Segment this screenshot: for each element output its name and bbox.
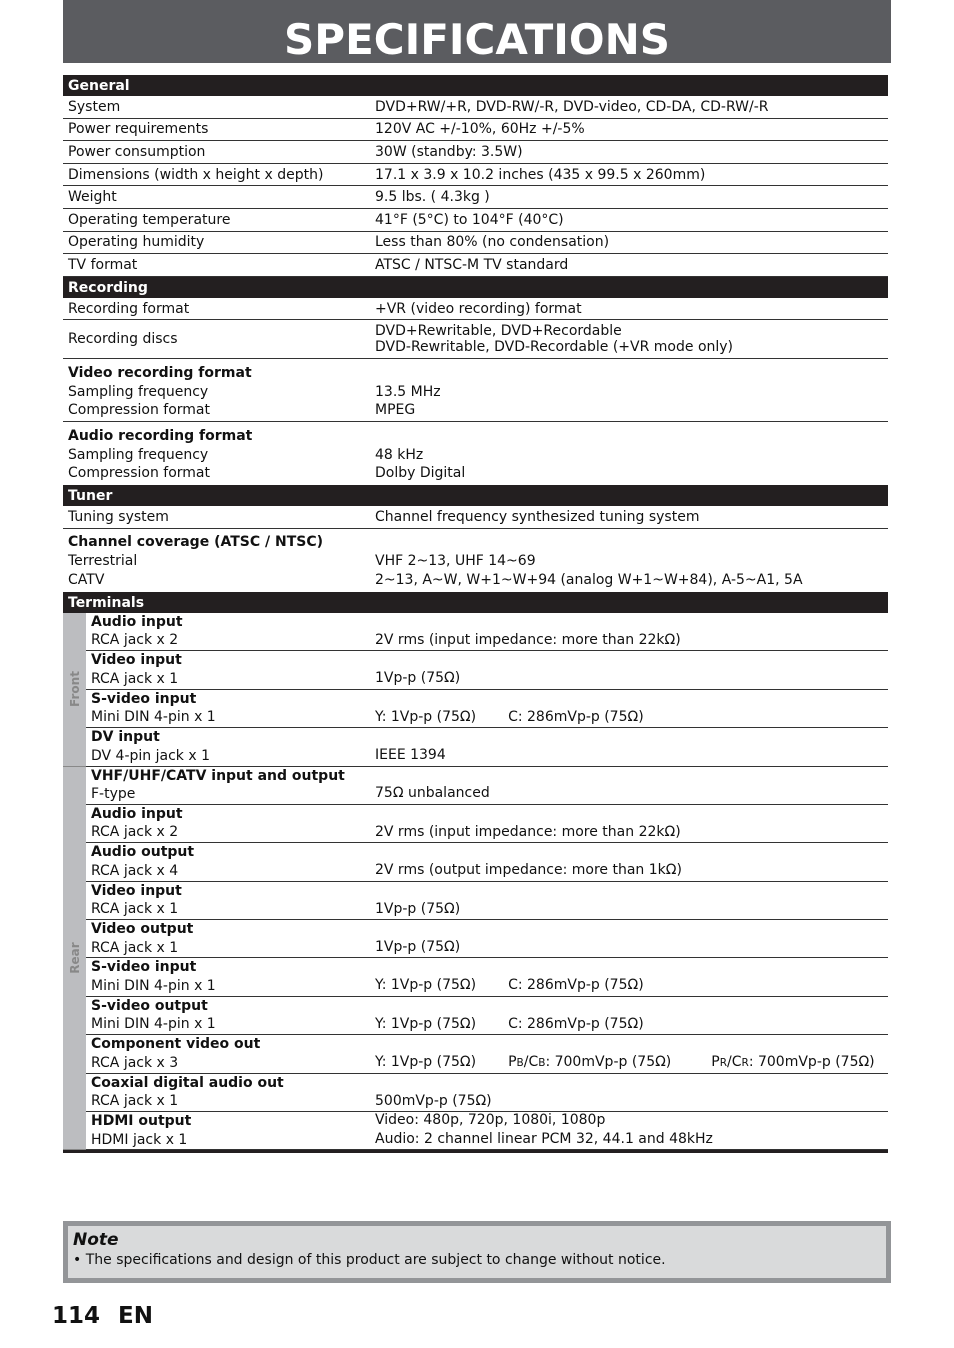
terminal-value: 2V rms (output impedance: more than 1kΩ) [375, 862, 682, 879]
spec-value: DVD-Rewritable, DVD-Recordable (+VR mode only) [375, 339, 734, 356]
pr-sub2: R [741, 1057, 749, 1070]
terminal-value-line [375, 784, 888, 803]
terminal-value-line [375, 1092, 888, 1111]
spec-value: 48 kHz [375, 446, 424, 463]
section-header-tuner: Tuner [63, 485, 888, 506]
note-text: • The specifications and design of this product are subject to change without notice. [73, 1252, 666, 1268]
terminal-label-group [86, 958, 375, 995]
spec-label: Operating humidity [68, 234, 205, 251]
terminal-value-group [375, 767, 888, 804]
terminal-name: S-video input [91, 690, 197, 707]
terminal-value: 75Ω unbalanced [375, 785, 490, 802]
terminal-value: 1Vp-p (75Ω) [375, 938, 461, 955]
spec-value: Channel frequency synthesized tuning system [375, 509, 700, 526]
terminal-value-line [375, 746, 888, 765]
terminal-value-line [375, 823, 888, 842]
page-number: 114 [52, 1303, 101, 1329]
pr-prefix: P [711, 1054, 720, 1071]
terminal-name: Audio input [91, 613, 183, 630]
terminal-value-group [375, 651, 888, 688]
terminal-value: Y: 1Vp-p (75Ω) [375, 1054, 477, 1071]
spec-label: Sampling frequency [68, 446, 209, 463]
terminal-value-group [375, 1074, 888, 1111]
note-title: Note [73, 1230, 119, 1250]
terminal-value-group [375, 728, 888, 765]
terminal-item [86, 1074, 888, 1112]
terminal-value-group [375, 843, 888, 880]
pb-sub2: B [538, 1057, 546, 1070]
spec-value: Dolby Digital [375, 465, 466, 482]
spec-row [63, 96, 888, 119]
spec-label: System [68, 98, 121, 115]
terminal-value-pr [711, 1054, 874, 1070]
terminal-name: Audio input [91, 805, 183, 822]
spec-value: +VR (video recording) format [375, 300, 582, 317]
terminal-detail: Mini DIN 4-pin x 1 [91, 977, 216, 994]
spec-value: ATSC / NTSC-M TV standard [375, 256, 569, 273]
terminal-value: Audio: 2 channel linear PCM 32, 44.1 and 48kHz [375, 1130, 713, 1147]
terminal-value-line [375, 1130, 888, 1149]
terminal-label-group [86, 920, 375, 957]
terminal-name: Component video out [91, 1036, 261, 1053]
spec-value: 120V AC +/-10%, 60Hz +/-5% [375, 121, 585, 138]
spec-value-group [375, 323, 888, 355]
terminal-value: IEEE 1394 [375, 747, 446, 763]
terminal-detail: Mini DIN 4-pin x 1 [91, 1016, 216, 1033]
spec-row [63, 320, 888, 359]
front-terminals [86, 613, 888, 767]
terminal-name: Coaxial digital audio out [91, 1074, 284, 1091]
terminal-value: Y: 1Vp-p (75Ω) [375, 708, 477, 725]
terminal-value-group [375, 882, 888, 919]
spec-label: Power consumption [68, 143, 206, 160]
terminal-value: Y: 1Vp-p (75Ω) [375, 1015, 477, 1032]
terminal-detail: Mini DIN 4-pin x 1 [91, 709, 216, 726]
terminal-label-group [86, 1112, 375, 1149]
pr-value: : 700mVp-p (75Ω) [748, 1054, 875, 1071]
spec-label: Compression format [68, 402, 211, 419]
pr-mid: /C [727, 1054, 742, 1071]
spec-block-title: Channel coverage (ATSC / NTSC) [68, 534, 324, 551]
terminal-value-line [375, 669, 888, 688]
section-header-terminals: Terminals [63, 592, 888, 613]
pb-sub: B [516, 1057, 524, 1070]
terminal-item [86, 958, 888, 996]
terminal-item [86, 728, 888, 766]
spec-row [63, 119, 888, 142]
spec-label: Power requirements [68, 121, 209, 138]
spec-row [63, 298, 888, 321]
spec-label: Recording format [68, 300, 190, 317]
spec-label: Compression format [68, 465, 211, 482]
spec-row [63, 254, 888, 277]
terminal-value-pb [508, 1054, 671, 1070]
terminal-item [86, 690, 888, 728]
terminal-item [86, 613, 888, 651]
terminal-item [86, 997, 888, 1035]
terminal-value: 500mVp-p (75Ω) [375, 1092, 492, 1109]
spec-value: 9.5 lbs. ( 4.3kg ) [375, 189, 490, 206]
terminal-label-group [86, 651, 375, 688]
terminal-value-line [375, 708, 888, 727]
spec-row [63, 186, 888, 209]
terminal-value-group [375, 805, 888, 842]
terminal-value-group [375, 613, 888, 650]
terminal-name: Video input [91, 652, 182, 669]
rear-label-text: Rear [67, 942, 82, 974]
terminal-item [86, 1112, 888, 1150]
terminal-detail: RCA jack x 2 [91, 824, 179, 841]
spec-value: DVD+RW/+R, DVD-RW/-R, DVD-video, CD-DA, CD-RW/-R [375, 98, 769, 115]
terminal-detail: F-type [91, 786, 136, 802]
section-header-recording: Recording [63, 277, 888, 298]
specifications-table [63, 75, 888, 1153]
terminal-name: S-video input [91, 959, 197, 976]
spec-row [63, 164, 888, 187]
note-box [63, 1221, 891, 1283]
terminal-detail: RCA jack x 1 [91, 1093, 179, 1110]
terminal-label-group [86, 1035, 375, 1072]
spec-value: Less than 80% (no condensation) [375, 234, 610, 251]
terminal-value-secondary: C: 286mVp-p (75Ω) [508, 1015, 644, 1032]
spec-label: Operating temperature [68, 211, 231, 228]
section-header-general: General [63, 75, 888, 96]
language-code: EN [118, 1303, 153, 1329]
terminal-value-group [375, 958, 888, 995]
pb-value: : 700mVp-p (75Ω) [545, 1054, 672, 1071]
terminal-value-line [375, 631, 888, 650]
terminal-value-group [375, 997, 888, 1034]
terminal-label-group [86, 997, 375, 1034]
terminal-item [86, 767, 888, 805]
front-side-label [63, 613, 86, 767]
spec-label: Recording discs [68, 331, 178, 348]
terminal-value: 2V rms (input impedance: more than 22kΩ) [375, 823, 681, 840]
rear-terminals [86, 767, 888, 1151]
title-bar [63, 0, 891, 63]
terminal-item [86, 651, 888, 689]
spec-value: MPEG [375, 402, 416, 419]
spec-label: Weight [68, 189, 117, 206]
terminal-value: 1Vp-p (75Ω) [375, 670, 461, 687]
terminals-rear-group [63, 767, 888, 1151]
terminal-label-group [86, 728, 375, 765]
terminal-item [86, 1035, 888, 1073]
terminal-detail: RCA jack x 1 [91, 901, 179, 918]
spec-row [63, 209, 888, 232]
terminal-value-line [375, 1053, 888, 1072]
terminal-name: HDMI output [91, 1113, 192, 1130]
pr-sub: R [719, 1057, 728, 1070]
spec-row [63, 232, 888, 255]
terminal-label-group [86, 882, 375, 919]
pb-prefix: P [508, 1054, 517, 1071]
rear-side-label [63, 767, 86, 1151]
terminal-detail: RCA jack x 1 [91, 939, 179, 956]
terminal-label-group [86, 767, 375, 804]
terminal-detail: DV 4-pin jack x 1 [91, 747, 210, 764]
terminal-item [86, 920, 888, 958]
spec-block-channel-coverage [63, 529, 888, 592]
terminal-label-group [86, 613, 375, 650]
spec-value: DVD+Rewritable, DVD+Recordable [375, 323, 622, 340]
spec-value: 41°F (5°C) to 104°F (40°C) [375, 211, 564, 228]
table-bottom-rule [63, 1150, 888, 1153]
terminal-label-group [86, 805, 375, 842]
spec-label: TV format [68, 256, 138, 273]
spec-value: VHF 2~13, UHF 14~69 [375, 553, 536, 570]
spec-label: CATV [68, 571, 105, 588]
terminal-value-group [375, 920, 888, 957]
spec-block-title: Video recording format [68, 364, 252, 381]
terminal-value: 2V rms (input impedance: more than 22kΩ) [375, 631, 681, 648]
spec-label: Sampling frequency [68, 383, 209, 400]
spec-label: Tuning system [68, 509, 169, 526]
terminal-detail: RCA jack x 1 [91, 670, 179, 687]
terminal-name: Video input [91, 882, 182, 899]
terminal-value-secondary: C: 286mVp-p (75Ω) [508, 977, 644, 994]
spec-block-video-recording [63, 359, 888, 422]
terminal-value: Video: 480p, 720p, 1080i, 1080p [375, 1112, 606, 1129]
spec-block-title: Audio recording format [68, 427, 253, 444]
terminal-name: Video output [91, 921, 194, 938]
terminal-detail: HDMI jack x 1 [91, 1131, 188, 1148]
terminal-value-group [375, 1112, 888, 1149]
terminal-value-line [375, 938, 888, 957]
terminal-name: DV input [91, 729, 160, 746]
terminal-value-line [375, 1015, 888, 1034]
terminals-front-group [63, 613, 888, 767]
terminal-value-group [375, 690, 888, 727]
terminal-value: Y: 1Vp-p (75Ω) [375, 977, 477, 994]
spec-label: Dimensions (width x height x depth) [68, 166, 324, 183]
terminal-value-line [375, 976, 888, 995]
spec-value: 17.1 x 3.9 x 10.2 inches (435 x 99.5 x 260mm) [375, 166, 706, 183]
terminal-value-line [375, 861, 888, 880]
terminal-label-group [86, 690, 375, 727]
front-label-text: Front [67, 671, 82, 708]
terminal-detail: RCA jack x 4 [91, 862, 179, 879]
terminal-value-group [375, 1035, 888, 1072]
page-footer [52, 1303, 153, 1329]
terminal-name: S-video output [91, 997, 208, 1014]
terminal-name: Audio output [91, 844, 195, 861]
page-title: SPECIFICATIONS [284, 15, 670, 64]
terminal-item [86, 843, 888, 881]
pb-mid: /C [523, 1054, 539, 1071]
terminal-detail: RCA jack x 2 [91, 632, 179, 649]
spec-value: 13.5 MHz [375, 383, 441, 400]
spec-row [63, 506, 888, 529]
terminal-label-group [86, 1074, 375, 1111]
terminal-label-group [86, 843, 375, 880]
spec-label: Terrestrial [68, 553, 138, 570]
general-rows [63, 96, 888, 277]
spec-block-audio-recording [63, 422, 888, 485]
terminal-value-secondary: C: 286mVp-p (75Ω) [508, 708, 644, 725]
terminal-item [86, 882, 888, 920]
terminal-value: 1Vp-p (75Ω) [375, 900, 461, 917]
spec-value: 2~13, A~W, W+1~W+94 (analog W+1~W+84), A-5~A1, 5A [375, 571, 803, 588]
spec-value: 30W (standby: 3.5W) [375, 143, 523, 160]
terminal-value-line [375, 900, 888, 919]
terminal-detail: RCA jack x 3 [91, 1054, 179, 1071]
terminal-item [86, 805, 888, 843]
terminal-name: VHF/UHF/CATV input and output [91, 767, 345, 784]
spec-row [63, 141, 888, 164]
